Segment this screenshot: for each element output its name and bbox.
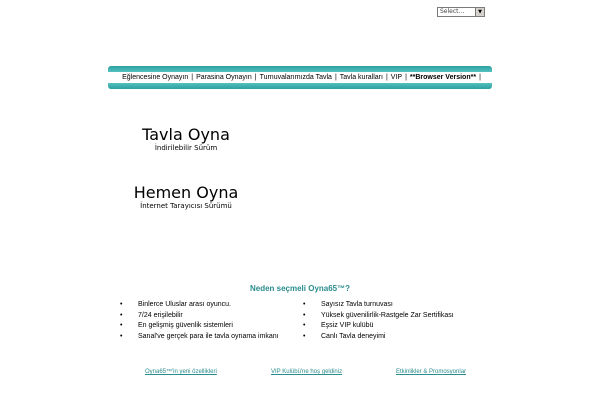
nav-vip[interactable]: VIP [390, 74, 403, 81]
browser-subtitle: İnternet Tarayıcısı Sürümü [140, 202, 232, 210]
bullet-icon: • [303, 301, 306, 308]
nav-separator: | [254, 74, 257, 81]
nav-play-for-money[interactable]: Parasina Oynayın [196, 74, 252, 81]
feature-text: Canlı Tavla deneyimi [321, 332, 386, 340]
browser-title[interactable]: Hemen Oyna [133, 183, 239, 202]
nav-separator: | [191, 74, 194, 81]
why-heading: Neden seçmeli Oyna65™? [249, 284, 351, 293]
list-item [120, 300, 300, 311]
main-navigation [108, 66, 492, 89]
language-select-value: Select... [440, 8, 465, 15]
bullet-icon: • [303, 311, 306, 319]
feature-text: Yüksek güvenilirlik-Rastgele Zar Sertifikası [321, 311, 454, 319]
language-select[interactable] [437, 7, 485, 17]
list-item [303, 300, 503, 311]
feature-text: Sayısız Tavla turnuvası [321, 301, 393, 308]
chevron-down-icon[interactable]: ▼ [475, 8, 484, 16]
nav-separator: | [405, 74, 407, 81]
nav-rules[interactable]: Tavla kuralları [339, 74, 383, 81]
feature-text: Eşsiz VIP kulübü [321, 322, 374, 329]
features-list-right [303, 300, 503, 342]
list-item [303, 332, 503, 343]
list-item [120, 321, 300, 332]
nav-separator: | [334, 74, 337, 81]
bullet-icon: • [303, 332, 306, 340]
feature-text: Sanal've gerçek para ile tavla oynama imkanı [138, 332, 279, 340]
feature-text: En gelişmiş güvenlik sistemleri [138, 322, 233, 329]
nav-tournaments[interactable]: Turnuvalarımızda Tavla [259, 74, 332, 81]
nav-play-for-fun[interactable]: Eğlencesine Oynayın [122, 74, 189, 81]
nav-separator: | [479, 74, 481, 81]
download-subtitle: İndirilebilir Sürüm [154, 144, 218, 152]
footer-link-events[interactable]: Etkinlikler & Promosyonlar [396, 369, 467, 375]
nav-separator: | [385, 74, 388, 81]
bullet-icon: • [120, 311, 123, 319]
bullet-icon: • [120, 322, 123, 329]
feature-text: 7/24 erişilebilir [138, 311, 183, 319]
download-title[interactable]: Tavla Oyna [142, 125, 230, 144]
list-item [120, 332, 300, 343]
footer-link-new-features[interactable]: Oyna65™'in yeni özellikleri [145, 369, 217, 375]
list-item [303, 311, 503, 322]
list-item [303, 321, 503, 332]
download-promo[interactable] [130, 126, 242, 153]
browser-promo[interactable] [130, 184, 242, 211]
bullet-icon: • [120, 301, 123, 308]
bullet-icon: • [120, 332, 123, 340]
nav-browser-version[interactable]: **Browser Version** [409, 74, 477, 81]
bullet-icon: • [303, 322, 306, 329]
footer-link-vip-club[interactable]: VIP Kulübü'ne hoş geldiniz [271, 369, 343, 375]
list-item [120, 311, 300, 322]
feature-text: Binlerce Uluslar arası oyuncu. [138, 301, 231, 308]
nav-stripe-bottom [108, 83, 492, 89]
nav-links [108, 72, 492, 83]
features-list-left [120, 300, 300, 342]
